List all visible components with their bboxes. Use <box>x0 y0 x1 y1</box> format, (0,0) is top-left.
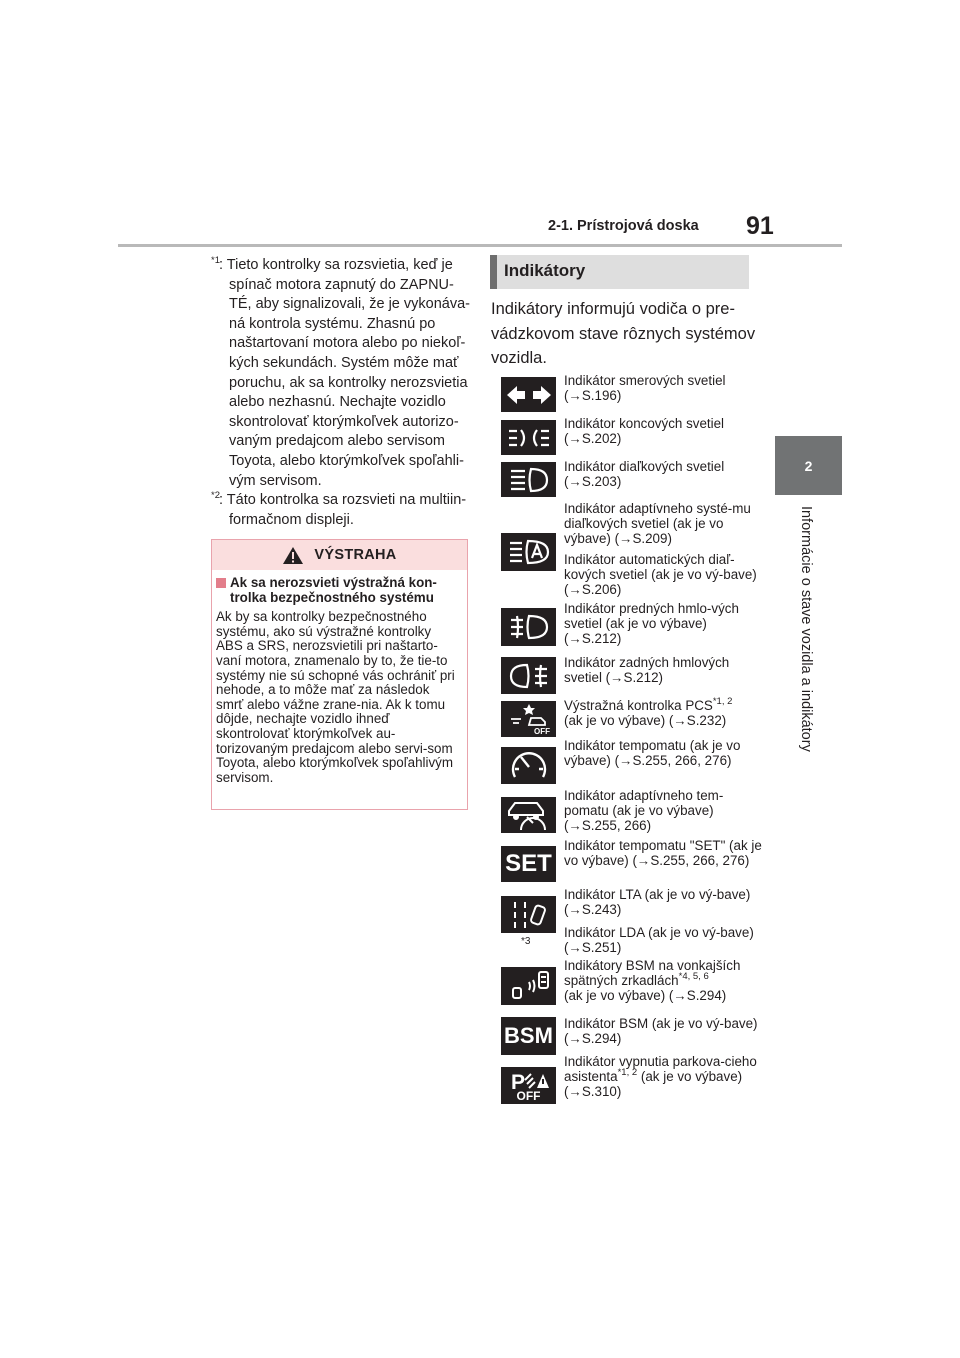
lane-assist-icon <box>501 896 556 933</box>
section-title: Indikátory <box>504 261 586 280</box>
indicator-footnote-ref: *4, 5, 6 <box>678 970 709 982</box>
adaptive-cruise-icon <box>501 797 556 833</box>
svg-text:P: P <box>510 1070 525 1090</box>
indicator-desc: Indikátor adaptívneho systé-mu diaľkových svetiel (ak je vo výbave) (→S.209) <box>564 501 751 546</box>
indicator-desc-text: Indikátor vypnutia parkova-cieho asistenta <box>564 1054 757 1084</box>
bsm-icon <box>501 1017 556 1055</box>
chapter-title: Informácie o stave vozidla a indikátory <box>798 506 814 752</box>
indicator-footnote-ref: *1, 2 <box>712 696 733 707</box>
off-label: OFF <box>516 1088 541 1103</box>
indicator-desc <box>564 696 764 729</box>
high-beam-icon <box>501 462 556 497</box>
indicator-desc: Indikátor BSM (ak je vo vý-bave) (→S.294) <box>564 1016 758 1046</box>
indicator-desc: Indikátor adaptívneho tem-pomatu (ak je vo výbave) (→S.255, 266) <box>564 788 724 833</box>
indicator-desc <box>564 1055 764 1099</box>
warning-header <box>212 540 467 570</box>
indicator-desc-text: (ak je vo výbave) (→S.294) <box>564 987 727 1003</box>
header-rule <box>118 244 842 247</box>
front-fog-icon <box>501 608 556 646</box>
set-icon <box>501 846 556 882</box>
indicator-desc: Indikátor smerových svetiel (→S.196) <box>564 373 726 403</box>
indicator-desc: Indikátor tempomatu (ak je vo výbave) (→S.255, 266, 276) <box>564 738 741 768</box>
indicator-desc-text: Indikátory BSM na vonkajších spätných zrkadlách <box>564 958 741 988</box>
warning-box <box>211 539 468 810</box>
warning-triangle-icon <box>282 546 304 565</box>
warning-title <box>216 576 460 605</box>
indicator-desc: Indikátor koncových svetiel (→S.202) <box>564 416 725 446</box>
tail-light-icon <box>501 420 556 455</box>
indicator-desc: Indikátor LDA (ak je vo vý-bave) (→S.251) <box>564 925 754 955</box>
svg-text:OFF: OFF <box>533 727 550 735</box>
section-intro: Indikátory informujú vodiča o pre-vádzkovom stave rôznych systémov vozidla. <box>491 300 756 367</box>
footnote-marker: *1 <box>211 255 220 266</box>
footnote-1 <box>211 256 471 491</box>
warning-heading: VÝSTRAHA <box>314 547 397 563</box>
indicator-desc: Indikátor tempomatu "SET" (ak je vo výbave) (→S.255, 266, 276) <box>564 838 762 868</box>
indicator-desc-text: (ak je vo výbave) (→S.232) <box>564 712 727 728</box>
footnote-marker: *2 <box>211 490 220 501</box>
indicator-desc-text: (ak je vo výbave) (→S.310) <box>564 1068 743 1099</box>
turn-signal-icon <box>501 377 556 412</box>
bsm-mirror-icon <box>501 967 556 1005</box>
section-header: 2-1. Prístrojová doska <box>548 218 699 234</box>
indicator-desc-text: Výstražná kontrolka PCS <box>564 698 713 713</box>
indicator-desc: Indikátor predných hmlo-vých svetiel (ak je vo výbave) (→S.212) <box>564 601 739 646</box>
indicator-desc: Indikátor automatických diaľ-kových svetiel (ak je vo vý-bave) (→S.206) <box>564 552 757 597</box>
icon-footmark: *3 <box>521 936 531 947</box>
indicator-footnote-ref: *1, 2 <box>617 1066 638 1078</box>
pcs-off-icon <box>501 701 556 737</box>
indicator-desc: Indikátor diaľkových svetiel (→S.203) <box>564 459 725 489</box>
bsm-label: BSM <box>504 1023 553 1048</box>
section-title-accent <box>490 255 497 289</box>
footnote-2 <box>211 491 471 530</box>
auto-high-beam-icon <box>501 533 556 571</box>
indicator-desc <box>564 959 764 1003</box>
page-number: 91 <box>746 212 774 240</box>
rear-fog-icon <box>501 657 556 694</box>
bullet-square-icon <box>216 578 226 588</box>
footnote-text: : Tieto kontrolky sa rozsvietia, keď je spínač motora zapnutý do ZAPNU-TÉ, aby signalizovali, že je vykonáva-ná kontrola systému. Zhasnú po naštartovaní motora alebo po niekoľ-kých sekundách. Systém môže mať poruchu, ak sa kontrolky nerozsvietia alebo nezhasnú. Nechajte vozidlo skontrolovať ktorýmkoľvek autorizo-vaným predajcom alebo servisom Toyota, alebo ktorýmkoľvek spoľahli-vým servisom. <box>219 257 470 489</box>
indicator-desc: Indikátor zadných hmlových svetiel (→S.212) <box>564 655 730 685</box>
chapter-tab: 2 <box>775 436 842 495</box>
footnote-text: : Táto kontrolka sa rozsvieti na multiin-formačnom displeji. <box>219 492 467 528</box>
set-label: SET <box>505 850 552 877</box>
warning-body: Ak by sa kontrolky bezpečnostného systému, ako sú výstražné kontrolky ABS a SRS, nerozsvietili pri naštarto-vaní motora, znamenalo by to, že tie-to systémy nie sú schopné vás ochrániť pri nehode, a to môže mať za následok smrť alebo vážne zrane-nia. Ak k tomu dôjde, nechajte vozidlo ihneď skontrolovať ktorýmkoľvek au-torizovaným predajcom alebo servi-som Toyota, alebo ktorýmkoľvek spoľahlivým servisom. <box>216 609 455 785</box>
cruise-control-icon <box>501 747 556 784</box>
warning-title-text: Ak sa nerozsvieti výstražná kon-trolka bezpečnostného systému <box>230 575 437 605</box>
parking-assist-off-icon <box>501 1067 556 1104</box>
indicator-desc: Indikátor LTA (ak je vo vý-bave) (→S.243) <box>564 887 751 917</box>
